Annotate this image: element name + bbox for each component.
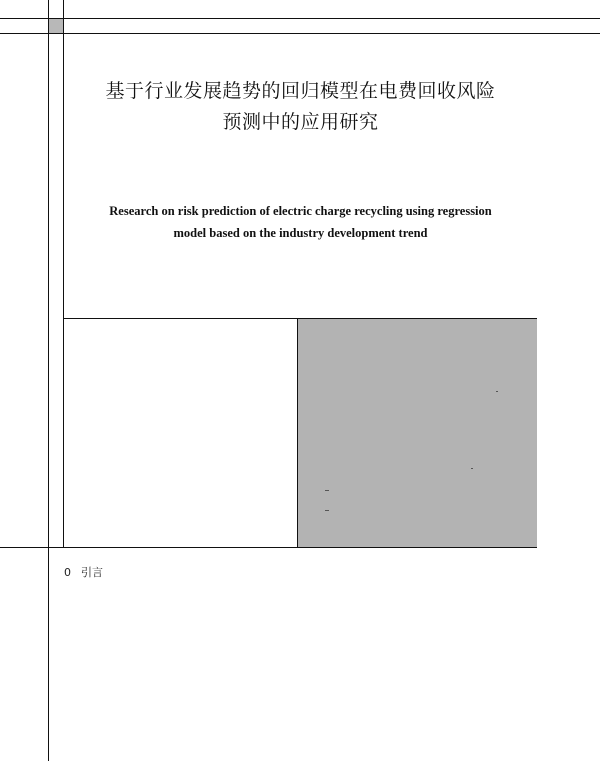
faint-mark bbox=[325, 510, 329, 511]
faint-mark bbox=[471, 468, 473, 469]
chinese-title-line-2: 预测中的应用研究 bbox=[222, 111, 379, 133]
english-title-line-2: model based on the industry development trend bbox=[173, 226, 428, 240]
header-rule-bottom bbox=[0, 33, 600, 34]
faint-mark bbox=[496, 391, 498, 392]
abstract-bottom-rule bbox=[0, 547, 537, 548]
abstract-box bbox=[63, 318, 537, 547]
header-rule-top bbox=[0, 18, 600, 19]
section-heading-introduction bbox=[64, 564, 103, 580]
chinese-title bbox=[64, 76, 537, 138]
abstract-right-panel bbox=[298, 319, 537, 548]
section-title: 引言 bbox=[81, 566, 103, 579]
margin-rule-outer bbox=[48, 0, 49, 761]
english-title bbox=[64, 200, 537, 244]
abstract-left-panel bbox=[63, 319, 298, 548]
english-title-line-1: Research on risk prediction of electric charge recycling using regression bbox=[109, 204, 492, 218]
corner-marker bbox=[49, 19, 63, 33]
chinese-title-line-1: 基于行业发展趋势的回归模型在电费回收风险 bbox=[105, 80, 496, 102]
section-number: 0 bbox=[64, 566, 71, 579]
faint-mark bbox=[325, 490, 329, 491]
